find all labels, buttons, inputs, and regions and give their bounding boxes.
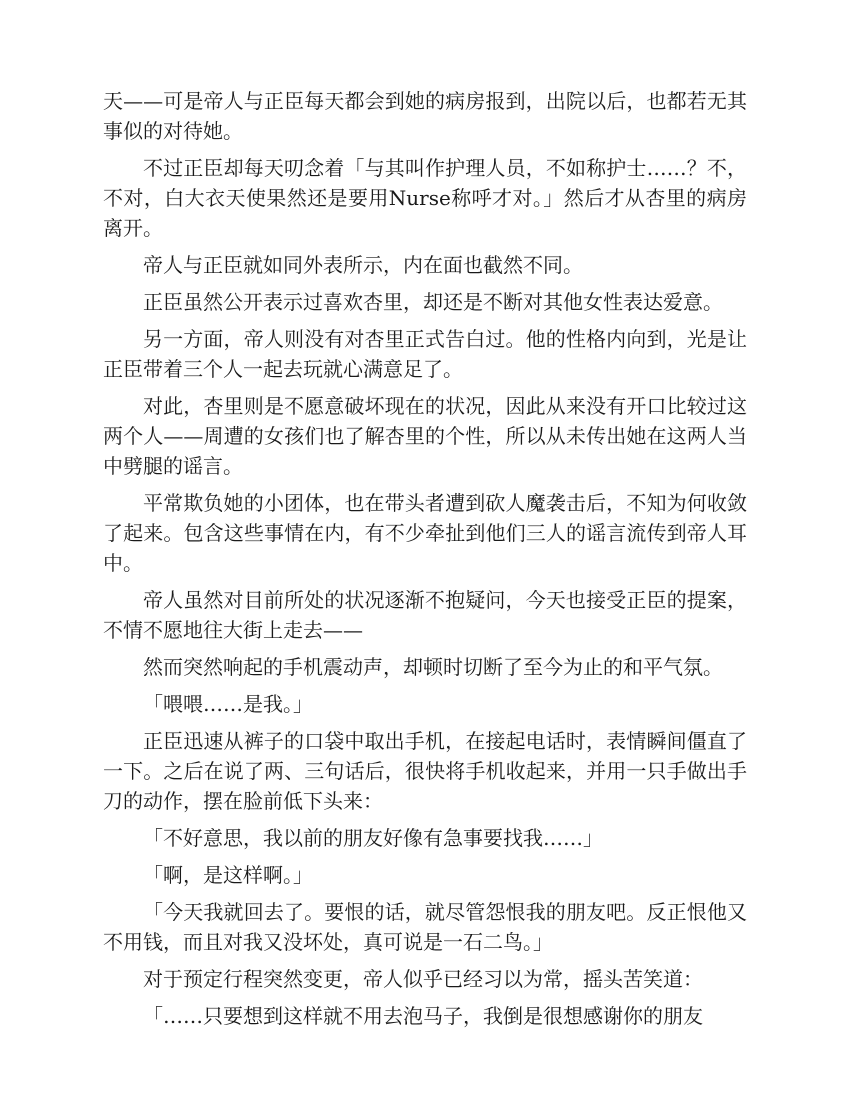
- paragraph: 对此，杏里则是不愿意破坏现在的状况，因此从来没有开口比较过这两个人——周遭的女孩们也了解杏里的个性，所以从未传出她在这两人当中劈腿的谣言。: [103, 394, 747, 478]
- paragraph: 不过正臣却每天叨念着「与其叫作护理人员，不如称护士……？不，不对，白大衣天使果然还是要用Nurse称呼才对。」然后才从杏里的病房离开。: [103, 156, 747, 240]
- paragraph: 然而突然响起的手机震动声，却顿时切断了至今为止的和平气氛。: [143, 655, 723, 679]
- paragraph: 平常欺负她的小团体，也在带头者遭到砍人魔袭击后，不知为何收敛了起来。包含这些事情在内，有不少牵扯到他们三人的谣言流传到帝人耳中。: [103, 491, 747, 575]
- paragraph: 帝人与正臣就如同外表所示，内在面也截然不同。: [143, 253, 583, 277]
- dialogue-line: 「今天我就回去了。要恨的话，就尽管怨恨我的朋友吧。反正恨他又不用钱，而且对我又没坏处，真可说是一石二鸟。」: [103, 900, 747, 954]
- document-page: [103, 86, 747, 1038]
- dialogue-line: 「啊，是这样啊。」: [143, 863, 313, 887]
- paragraph: 帝人虽然对目前所处的状况逐渐不抱疑问，今天也接受正臣的提案，不情不愿地往大街上走去——: [103, 588, 747, 642]
- paragraph: 对于预定行程突然变更，帝人似乎已经习以为常，摇头苦笑道：: [143, 967, 703, 991]
- paragraph: 天——可是帝人与正臣每天都会到她的病房报到，出院以后，也都若无其事似的对待她。: [103, 89, 747, 143]
- paragraph: 正臣迅速从裤子的口袋中取出手机，在接起电话时，表情瞬间僵直了一下。之后在说了两、三句话后，很快将手机收起来，并用一只手做出手刀的动作，摆在脸前低下头来：: [103, 729, 747, 813]
- dialogue-line: 「不好意思，我以前的朋友好像有急事要找我……」: [143, 826, 603, 850]
- paragraph: 另一方面，帝人则没有对杏里正式告白过。他的性格内向到，光是让正臣带着三个人一起去玩就心满意足了。: [103, 327, 747, 381]
- dialogue-line: 「……只要想到这样就不用去泡马子，我倒是很想感谢你的朋友: [143, 1004, 703, 1028]
- paragraph: 正臣虽然公开表示过喜欢杏里，却还是不断对其他女性表达爱意。: [143, 290, 723, 314]
- dialogue-line: 「喂喂……是我。」: [143, 692, 313, 716]
